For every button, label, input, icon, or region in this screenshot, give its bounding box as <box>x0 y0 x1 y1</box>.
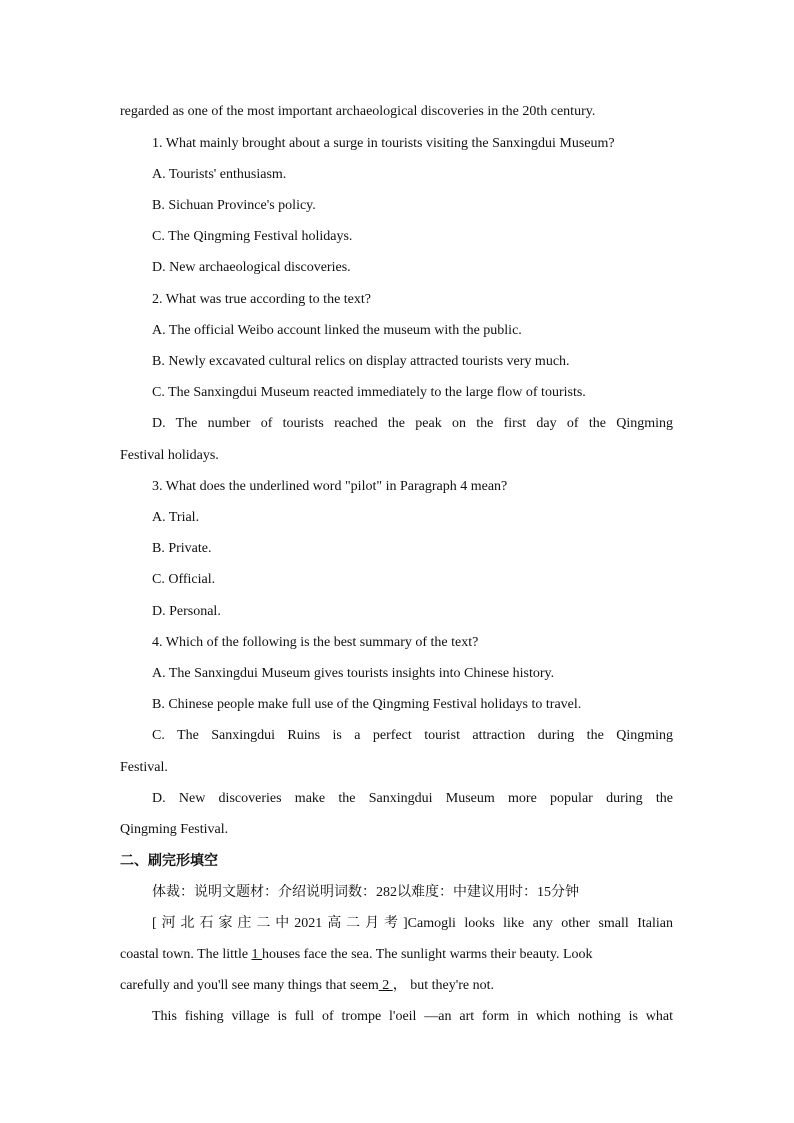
question-4-option-b: B. Chinese people make full use of the Qingming Festival holidays to travel. <box>152 697 582 712</box>
question-3-stem: 3. What does the underlined word "pilot" in Paragraph 4 mean? <box>152 479 508 494</box>
question-3-option-b: B. Private. <box>152 541 212 556</box>
question-3-option-c: C. Official. <box>152 572 216 587</box>
question-3-option-d: D. Personal. <box>152 604 221 619</box>
question-4-option-d: D. New discoveries make the Sanxingdui Museum more popular during the <box>152 791 673 806</box>
question-1-option-a: A. Tourists' enthusiasm. <box>152 167 287 182</box>
cloze-text: coastal town. The little <box>120 947 252 962</box>
question-2-option-c: C. The Sanxingdui Museum reacted immediately to the large flow of tourists. <box>152 385 586 400</box>
question-4-option-c-continued: Festival. <box>120 760 168 775</box>
question-2-option-d-continued: Festival holidays. <box>120 448 219 463</box>
passage-meta: 体裁：说明文题材：介绍说明词数：282以难度：中建议用时：15分钟 <box>152 885 579 900</box>
cloze-blank-1: 1 <box>251 947 263 962</box>
question-4-option-d-continued: Qingming Festival. <box>120 822 229 837</box>
cloze-text: houses face the sea. The sunlight warms their beauty. Look <box>262 947 593 962</box>
question-3-option-a: A. Trial. <box>152 510 200 525</box>
cloze-line-2 <box>120 945 673 965</box>
question-4-stem: 4. Which of the following is the best summary of the text? <box>152 635 479 650</box>
cloze-line-1: [河北石家庄二中2021高二月考]Camogli looks like any other small Italian <box>152 916 673 931</box>
question-2-option-b: B. Newly excavated cultural relics on display attracted tourists very much. <box>152 354 570 369</box>
cloze-line-3 <box>120 976 673 996</box>
cloze-text: carefully and you'll see many things that seem <box>120 978 379 993</box>
passage-text: regarded as one of the most important archaeological discoveries in the 20th century. <box>120 104 596 119</box>
question-1-option-d: D. New archaeological discoveries. <box>152 260 351 275</box>
question-1-option-b: B. Sichuan Province's policy. <box>152 198 316 213</box>
question-2-option-a: A. The official Weibo account linked the museum with the public. <box>152 323 522 338</box>
question-4-option-a: A. The Sanxingdui Museum gives tourists insights into Chinese history. <box>152 666 555 681</box>
cloze-line-4: This fishing village is full of trompe l'oeil —an art form in which nothing is what <box>152 1009 673 1024</box>
cloze-blank-2: 2 <box>378 978 393 993</box>
cloze-text: ， but they're not. <box>392 978 495 993</box>
question-2-option-d: D. The number of tourists reached the peak on the first day of the Qingming <box>152 416 673 431</box>
question-4-option-c: C. The Sanxingdui Ruins is a perfect tourist attraction during the Qingming <box>152 728 673 743</box>
question-1-stem: 1. What mainly brought about a surge in tourists visiting the Sanxingdui Museum? <box>152 136 615 151</box>
question-1-option-c: C. The Qingming Festival holidays. <box>152 229 353 244</box>
section-heading: 二、刷完形填空 <box>120 853 218 869</box>
question-2-stem: 2. What was true according to the text? <box>152 292 371 307</box>
